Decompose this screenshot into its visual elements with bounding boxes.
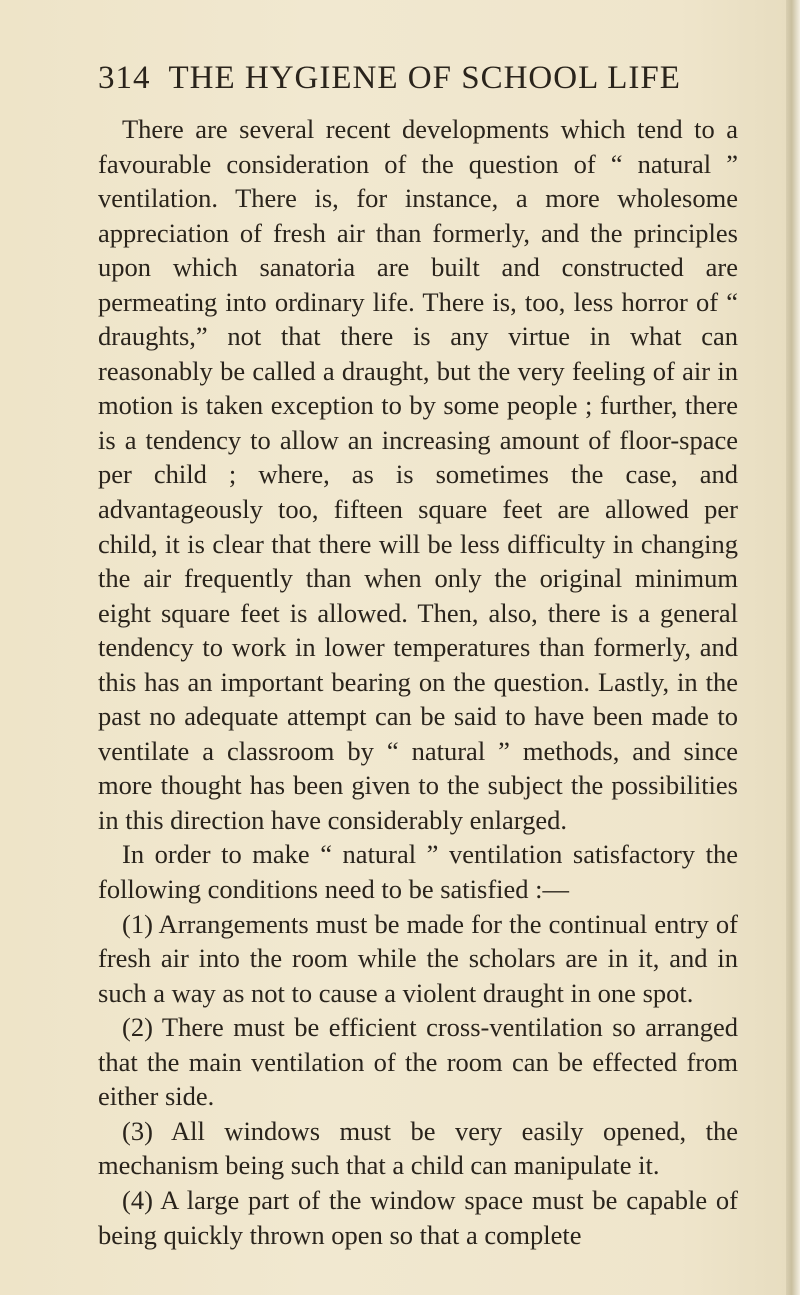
page-edge-shadow	[786, 0, 800, 1295]
paragraph-developments: There are several recent developments which tend to a favourable consideration of the question of “ natural ” ventilation. There is, for instance, a more wholesome appreciation of fresh air than formerly, and the principles upon which sanatoria are built and constructed are permeating into ordinary life. There is, too, less horror of “ draughts,” not that there is any virtue in what can reasonably be called a draught, but the very feeling of air in motion is taken exception to by some people ; further, there is a tendency to allow an increasing amount of floor-space per child ; where, as is sometimes the case, and advantageously too, fifteen square feet are allowed per child, it is clear that there will be less difficulty in changing the air frequently than when only the original minimum eight square feet is allowed. Then, also, there is a general tendency to work in lower temperatures than formerly, and this has an important bearing on the question. Lastly, in the past no adequate attempt can be said to have been made to ventilate a classroom by “ natural ” methods, and since more thought has been given to the subject the possibilities in this direction have considerably enlarged.	[98, 114, 738, 835]
page-number: 314	[98, 60, 151, 96]
paragraph-condition-3: (3) All windows must be very easily opened, the mechanism being such that a child can manipulate it.	[98, 1115, 738, 1181]
paragraph-condition-1: (1) Arrangements must be made for the continual entry of fresh air into the room while the scholars are in it, and in such a way as not to cause a violent draught in one spot.	[98, 908, 738, 1008]
running-title: THE HYGIENE OF SCHOOL LIFE	[168, 60, 681, 96]
running-header	[98, 60, 681, 97]
body-text	[98, 112, 738, 1252]
paragraph-condition-2: (2) There must be efficient cross-ventilation so arranged that the main ventilation of the room can be effected from either side.	[98, 1012, 738, 1112]
paragraph-conditions-intro: In order to make “ natural ” ventilation satisfactory the following conditions need to be satisfied :—	[98, 839, 738, 905]
paragraph-condition-4: (4) A large part of the window space must be capable of being quickly thrown open so that a complete	[98, 1184, 738, 1250]
